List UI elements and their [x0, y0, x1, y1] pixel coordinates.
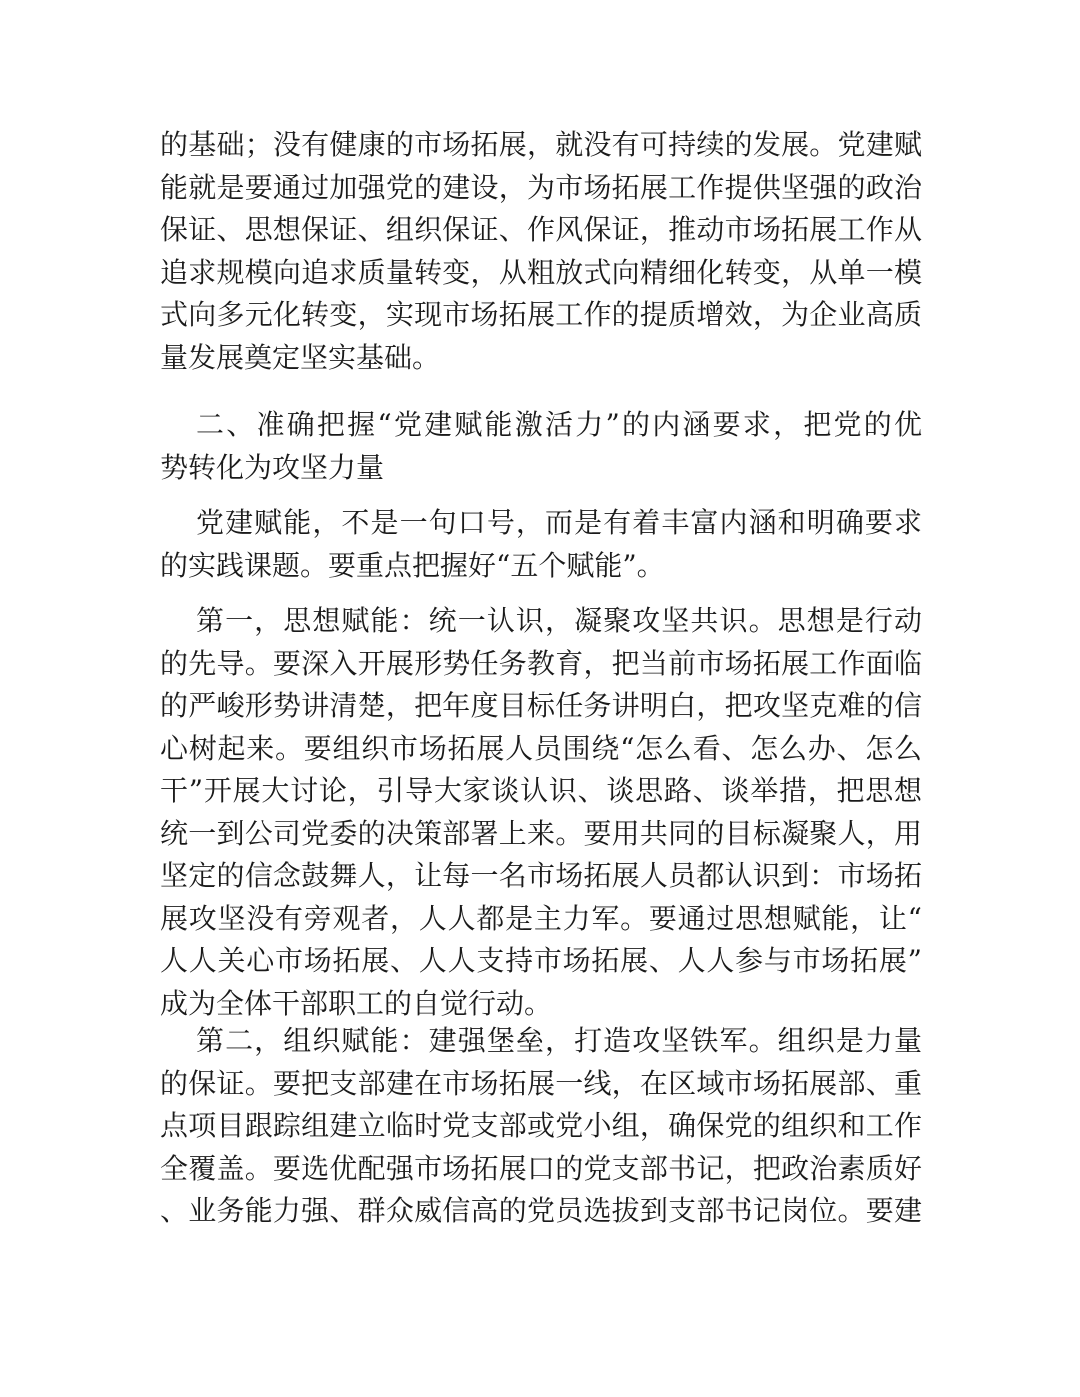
paragraph-five-empowerments: [160, 502, 922, 587]
heading-line: 二、准确把握“党建赋能激活力”的内涵要求，把党的优: [196, 408, 922, 441]
text-line: 的基础；没有健康的市场拓展，就没有可持续的发展。党建赋: [160, 128, 922, 161]
text-line: 式向多元化转变，实现市场拓展工作的提质增效，为企业高质: [160, 298, 922, 331]
section-heading-two: [160, 404, 922, 489]
paragraph-organizational-empowerment: [160, 1020, 922, 1233]
text-line: 的先导。要深入开展形势任务教育，把当前市场拓展工作面临: [160, 646, 922, 680]
text-line: 全覆盖。要选优配强市场拓展口的党支部书记，把政治素质好: [160, 1151, 922, 1185]
text-line: 、业务能力强、群众威信高的党员选拔到支部书记岗位。要建: [160, 1194, 922, 1227]
text-line: 干”开展大讨论，引导大家谈认识、谈思路、谈举措，把思想: [160, 774, 922, 807]
text-line: 点项目跟踪组建立临时党支部或党小组，确保党的组织和工作: [160, 1109, 922, 1142]
text-line: 的严峻形势讲清楚，把年度目标任务讲明白，把攻坚克难的信: [160, 689, 922, 722]
text-line: 量发展奠定坚实基础。: [160, 340, 441, 374]
text-line: 的保证。要把支部建在市场拓展一线，在区域市场拓展部、重: [160, 1066, 922, 1100]
text-line: 党建赋能，不是一句口号，而是有着丰富内涵和明确要求: [196, 506, 922, 539]
text-line: 能就是要通过加强党的建设，为市场拓展工作提供坚强的政治: [160, 170, 922, 204]
text-line: 保证、思想保证、组织保证、作风保证，推动市场拓展工作从: [160, 213, 922, 246]
text-line: 追求规模向追求质量转变，从粗放式向精细化转变，从单一模: [160, 255, 922, 289]
text-line: 第一，思想赋能：统一认识，凝聚攻坚共识。思想是行动: [196, 604, 922, 637]
heading-line: 势转化为攻坚力量: [160, 450, 385, 484]
paragraph-ideological-empowerment: [160, 600, 922, 1025]
text-line: 心树起来。要组织市场拓展人员围绕“怎么看、怎么办、怎么: [160, 731, 922, 765]
text-line: 统一到公司党委的决策部署上来。要用共同的目标凝聚人，用: [160, 816, 922, 850]
text-line: 的实践课题。要重点把握好“五个赋能”。: [160, 548, 665, 582]
text-line: 成为全体干部职工的自觉行动。: [160, 986, 553, 1020]
text-line: 坚定的信念鼓舞人，让每一名市场拓展人员都认识到：市场拓: [160, 859, 922, 892]
paragraph-foundation: [160, 124, 922, 379]
text-line: 人人关心市场拓展、人人支持市场拓展、人人参与市场拓展”: [160, 944, 922, 977]
text-line: 展攻坚没有旁观者，人人都是主力军。要通过思想赋能，让“: [160, 901, 922, 935]
text-line: 第二，组织赋能：建强堡垒，打造攻坚铁军。组织是力量: [196, 1024, 922, 1057]
